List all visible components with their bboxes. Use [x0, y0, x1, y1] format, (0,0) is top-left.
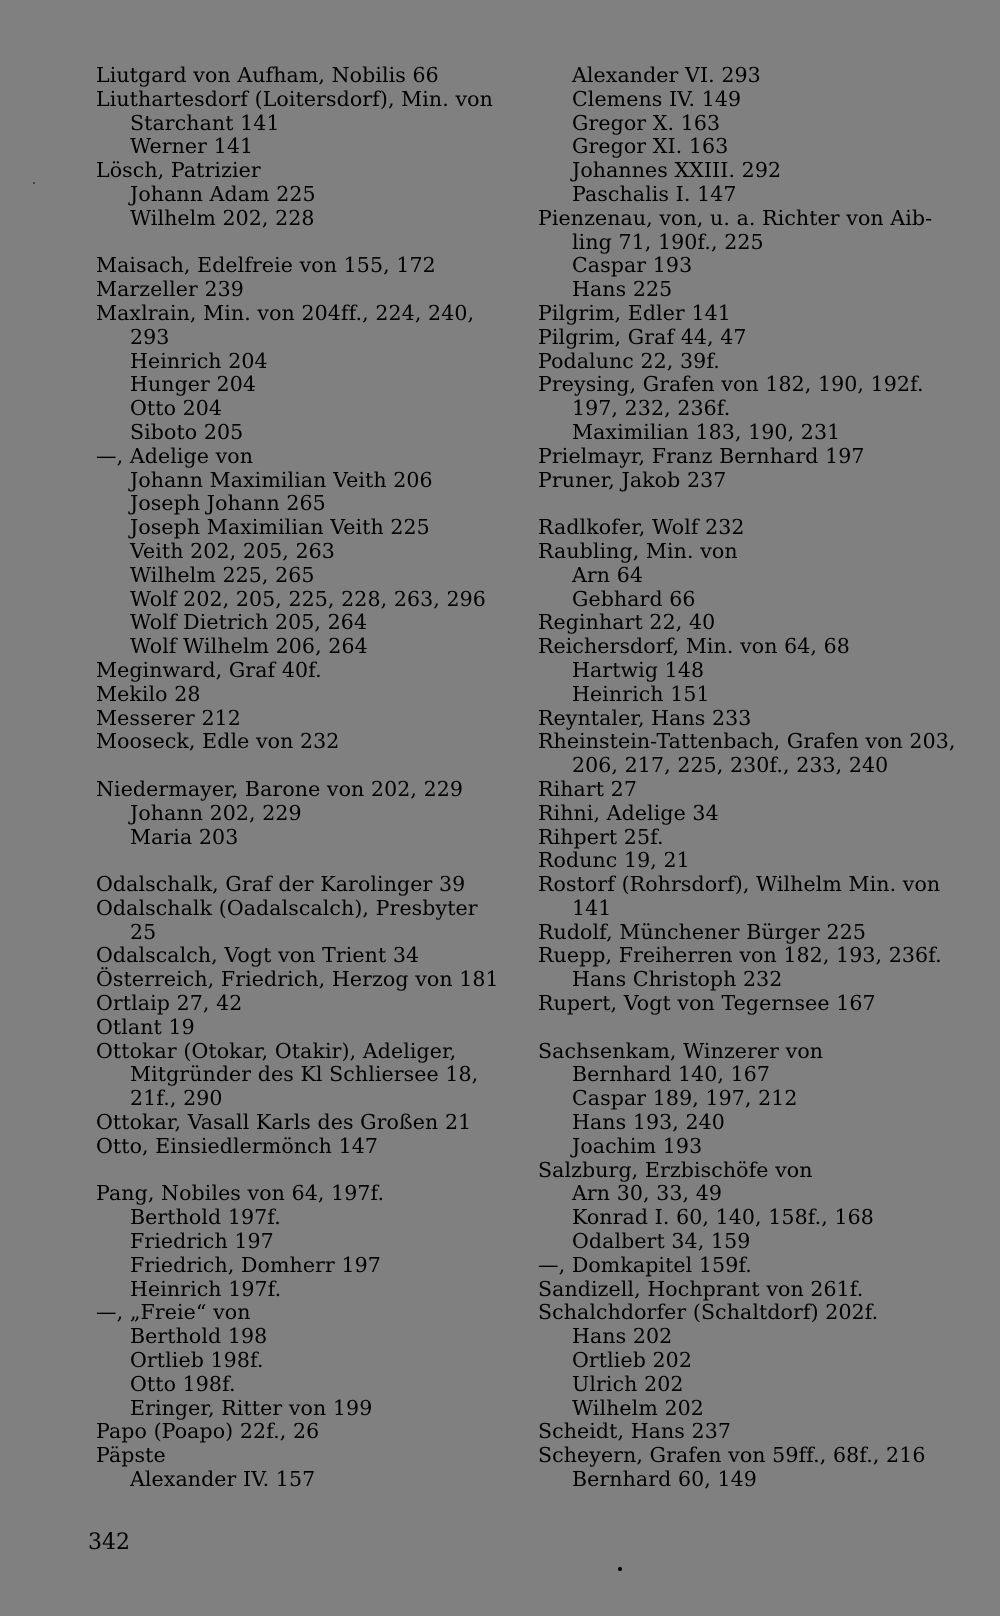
index-subentry: Starchant 141 — [130, 110, 280, 135]
index-subentry: Friedrich, Domherr 197 — [130, 1252, 381, 1277]
page-number: 342 — [88, 1530, 130, 1555]
index-subentry: Hunger 204 — [130, 372, 256, 397]
index-subentry: Otto 204 — [130, 396, 223, 421]
index-subentry: Johann Maximilian Veith 206 — [130, 467, 433, 492]
index-subentry: ling 71, 190f., 225 — [572, 229, 764, 254]
index-entry: Meginward, Graf 40f. — [96, 657, 322, 682]
index-subentry: Wolf Wilhelm 206, 264 — [130, 634, 368, 659]
index-entry: Marzeller 239 — [96, 277, 244, 302]
index-entry: Rostorf (Rohrsdorf), Wilhelm Min. von — [538, 872, 941, 897]
index-subentry: Eringer, Ritter von 199 — [130, 1395, 373, 1420]
index-entry: Prielmayr, Franz Bernhard 197 — [538, 443, 865, 468]
index-subentry: Hans 225 — [572, 277, 673, 302]
index-subentry: Konrad I. 60, 140, 158f., 168 — [572, 1205, 874, 1230]
index-subentry: Joachim 193 — [572, 1133, 703, 1158]
index-entry: Rihni, Adelige 34 — [538, 800, 719, 825]
index-subentry: Maximilian 183, 190, 231 — [572, 419, 841, 444]
index-subentry: Hans Christoph 232 — [572, 967, 783, 992]
index-subentry: Johann 202, 229 — [130, 800, 302, 825]
index-entry: Salzburg, Erzbischöfe von — [538, 1157, 813, 1182]
index-entry: Reichersdorf, Min. von 64, 68 — [538, 634, 850, 659]
index-entry: Ortlaip 27, 42 — [96, 991, 243, 1016]
index-subentry: Hans 202 — [572, 1324, 673, 1349]
index-subentry: Otto 198f. — [130, 1371, 236, 1396]
index-subentry: Werner 141 — [130, 134, 254, 159]
index-subentry: Hans 193, 240 — [572, 1110, 725, 1135]
index-entry: Sandizell, Hochprant von 261f. — [538, 1276, 864, 1301]
index-subentry: Friedrich 197 — [130, 1229, 274, 1254]
index-entry: Otto, Einsiedlermönch 147 — [96, 1133, 379, 1158]
index-entry: Pienzenau, von, u. a. Richter von Aib- — [538, 205, 933, 230]
index-entry: Scheidt, Hans 237 — [538, 1419, 731, 1444]
index-subentry: Johann Adam 225 — [130, 181, 316, 206]
index-entry: Pruner, Jakob 237 — [538, 467, 727, 492]
index-entry: Odalscalch, Vogt von Trient 34 — [96, 943, 420, 968]
index-column-right — [538, 64, 958, 1492]
index-subentry: Ulrich 202 — [572, 1371, 684, 1396]
print-speck — [33, 182, 35, 184]
index-entry: Rupert, Vogt von Tegernsee 167 — [538, 991, 876, 1016]
index-subentry: 21f., 290 — [130, 1086, 223, 1111]
index-entry: Radlkofer, Wolf 232 — [538, 515, 745, 540]
index-entry: Rheinstein-Tattenbach, Grafen von 203, — [538, 729, 956, 754]
index-subentry: Bernhard 140, 167 — [572, 1062, 771, 1087]
index-entry: Niedermayer, Barone von 202, 229 — [96, 776, 464, 801]
index-entry: Maxlrain, Min. von 204ff., 224, 240, — [96, 300, 475, 325]
index-subentry: Berthold 197f. — [130, 1205, 281, 1230]
index-subentry: 141 — [572, 895, 612, 920]
index-subentry: Heinrich 204 — [130, 348, 268, 373]
index-subentry: Alexander IV. 157 — [130, 1467, 316, 1492]
index-entry: —, „Freie“ von — [96, 1300, 251, 1325]
index-subentry: Wilhelm 225, 265 — [130, 562, 315, 587]
index-entry: Rihart 27 — [538, 776, 637, 801]
index-subentry: Mitgründer des Kl Schliersee 18, — [130, 1062, 479, 1087]
index-entry: Lösch, Patrizier — [96, 158, 261, 183]
index-entry: Schalchdorfer (Schaltdorf) 202f. — [538, 1300, 879, 1325]
index-subentry: Joseph Maximilian Veith 225 — [130, 515, 430, 540]
index-entry: Maisach, Edelfreie von 155, 172 — [96, 253, 436, 278]
print-dot — [618, 1567, 622, 1571]
index-entry: Liuthartesdorf (Loitersdorf), Min. von — [96, 86, 493, 111]
index-subentry: 293 — [130, 324, 170, 349]
index-subentry: 25 — [130, 919, 157, 944]
index-subentry: Arn 64 — [572, 562, 644, 587]
index-subentry: Heinrich 197f. — [130, 1276, 282, 1301]
index-subentry: Bernhard 60, 149 — [572, 1467, 757, 1492]
index-entry: Odalschalk, Graf der Karolinger 39 — [96, 872, 466, 897]
index-entry: Reyntaler, Hans 233 — [538, 705, 752, 730]
index-entry: Odalschalk (Oadalscalch), Presbyter — [96, 895, 478, 920]
index-column-left — [96, 64, 516, 1492]
index-entry: Sachsenkam, Winzerer von — [538, 1038, 824, 1063]
index-subentry: Siboto 205 — [130, 419, 244, 444]
index-subentry: 206, 217, 225, 230f., 233, 240 — [572, 753, 889, 778]
index-subentry: Hartwig 148 — [572, 657, 705, 682]
index-entry: Pilgrim, Edler 141 — [538, 300, 731, 325]
index-subentry: Caspar 189, 197, 212 — [572, 1086, 798, 1111]
index-entry: Pang, Nobiles von 64, 197f. — [96, 1181, 385, 1206]
index-entry: Rudolf, Münchener Bürger 225 — [538, 919, 866, 944]
index-entry: Otlant 19 — [96, 1014, 195, 1039]
index-entry: Ottokar (Otokar, Otakir), Adeliger, — [96, 1038, 457, 1063]
index-subentry: Gebhard 66 — [572, 586, 696, 611]
index-subentry: Ortlieb 198f. — [130, 1348, 264, 1373]
index-entry: Podalunc 22, 39f. — [538, 348, 720, 373]
index-subentry: Johannes XXIII. 292 — [572, 158, 782, 183]
index-entry: Reginhart 22, 40 — [538, 610, 716, 635]
index-subentry: Berthold 198 — [130, 1324, 268, 1349]
index-subentry: Wolf Dietrich 205, 264 — [130, 610, 368, 635]
index-entry: Liutgard von Aufham, Nobilis 66 — [96, 63, 439, 87]
index-subentry: Paschalis I. 147 — [572, 181, 737, 206]
index-entry: —, Adelige von — [96, 443, 254, 468]
index-entry: Papo (Poapo) 22f., 26 — [96, 1419, 320, 1444]
index-entry: Preysing, Grafen von 182, 190, 192f. — [538, 372, 924, 397]
index-subentry: Joseph Johann 265 — [130, 491, 326, 516]
index-subentry: Clemens IV. 149 — [572, 86, 742, 111]
index-entry: —, Domkapitel 159f. — [538, 1252, 752, 1277]
index-entry: Mooseck, Edle von 232 — [96, 729, 340, 754]
index-subentry: Arn 30, 33, 49 — [572, 1181, 723, 1206]
index-entry: Rihpert 25f. — [538, 824, 664, 849]
index-subentry: Wilhelm 202 — [572, 1395, 704, 1420]
index-subentry: 197, 232, 236f. — [572, 396, 731, 421]
index-subentry: Odalbert 34, 159 — [572, 1229, 751, 1254]
index-entry: Pilgrim, Graf 44, 47 — [538, 324, 747, 349]
index-subentry: Wilhelm 202, 228 — [130, 205, 315, 230]
index-entry: Österreich, Friedrich, Herzog von 181 — [96, 967, 499, 992]
index-entry: Päpste — [96, 1443, 166, 1468]
index-subentry: Alexander VI. 293 — [572, 63, 761, 87]
index-entry: Ottokar, Vasall Karls des Großen 21 — [96, 1110, 472, 1135]
index-entry: Rodunc 19, 21 — [538, 848, 690, 873]
index-subentry: Ortlieb 202 — [572, 1348, 692, 1373]
index-subentry: Gregor XI. 163 — [572, 134, 729, 159]
index-subentry: Gregor X. 163 — [572, 110, 721, 135]
index-subentry: Caspar 193 — [572, 253, 693, 278]
index-entry: Mekilo 28 — [96, 681, 201, 706]
index-entry: Raubling, Min. von — [538, 538, 738, 563]
index-entry: Ruepp, Freiherren von 182, 193, 236f. — [538, 943, 942, 968]
index-subentry: Wolf 202, 205, 225, 228, 263, 296 — [130, 586, 486, 611]
index-subentry: Heinrich 151 — [572, 681, 710, 706]
index-subentry: Maria 203 — [130, 824, 239, 849]
index-entry: Scheyern, Grafen von 59ff., 68f., 216 — [538, 1443, 926, 1468]
index-subentry: Veith 202, 205, 263 — [130, 538, 335, 563]
index-entry: Messerer 212 — [96, 705, 241, 730]
